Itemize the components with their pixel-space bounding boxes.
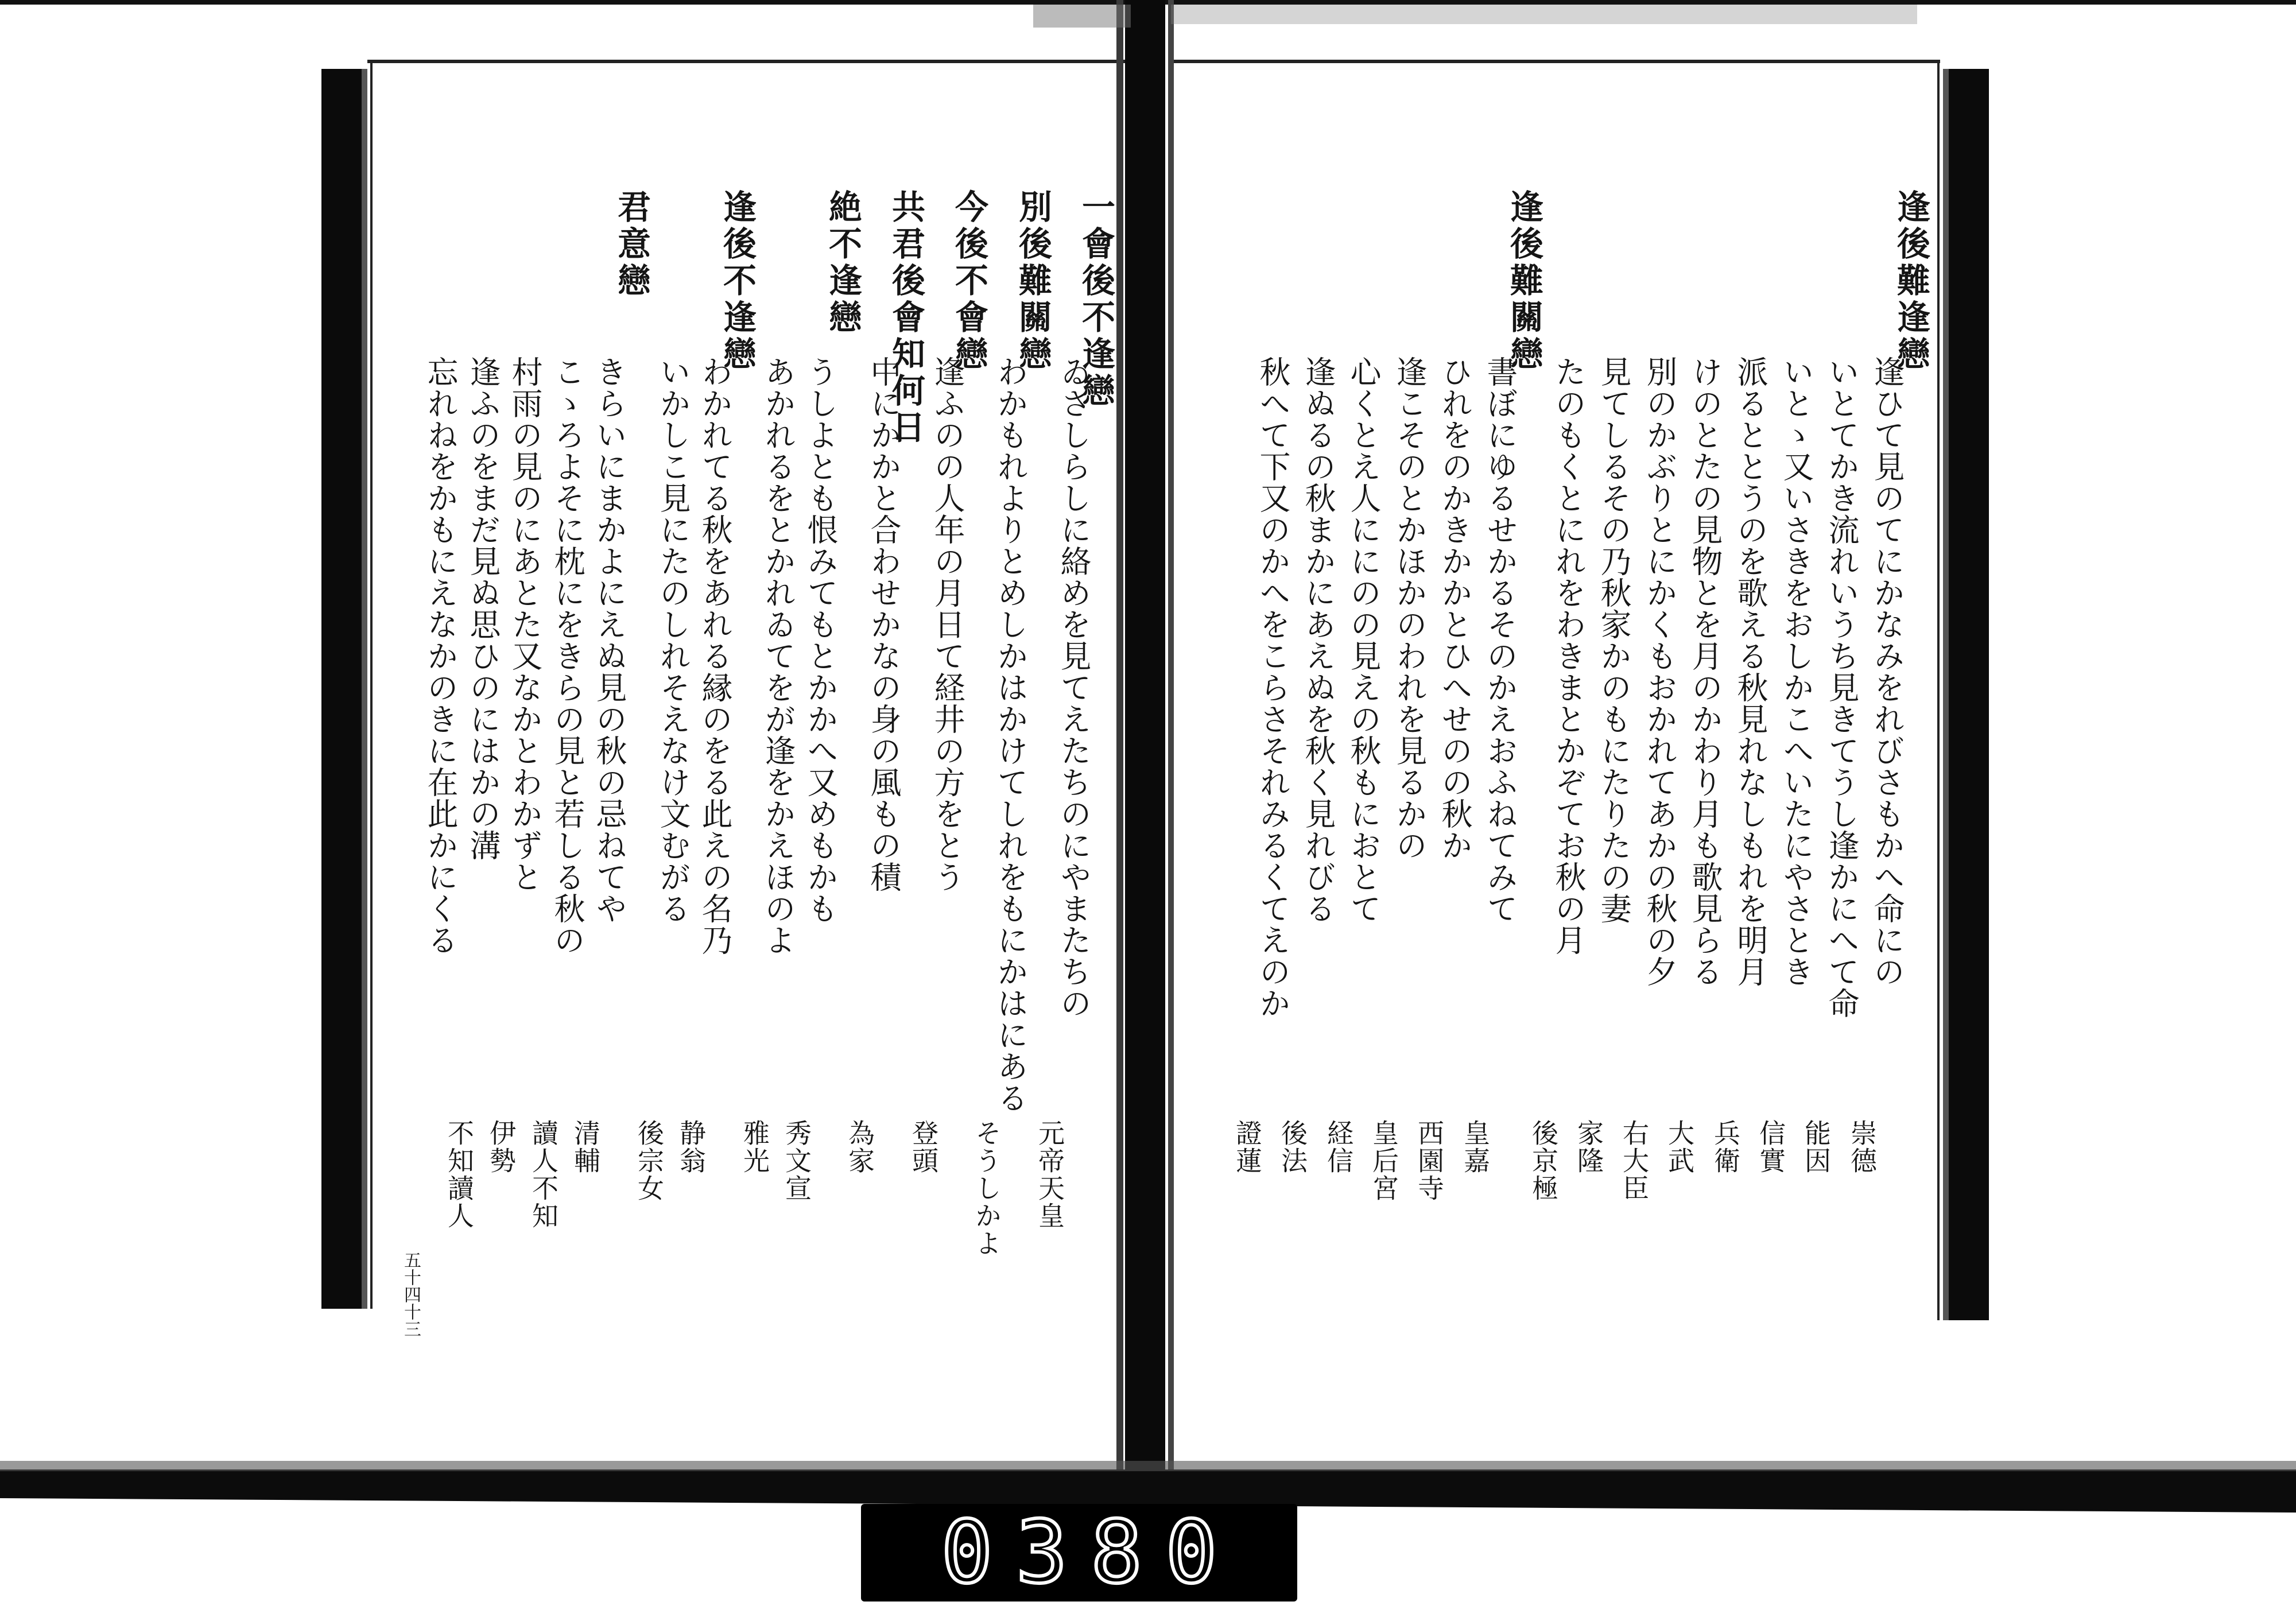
left-page-poem-column: 逢ふのをまだ見ぬ思ひのにはかの溝: [465, 356, 501, 861]
right-page-author-column: 西園寺: [1414, 1119, 1445, 1202]
right-page-author-column: 右大臣: [1619, 1119, 1650, 1202]
left-page-poem-column: うしよとも恨みてもとかかへ又めもかも: [802, 356, 839, 924]
right-page-author-column: 證蓮: [1232, 1119, 1263, 1174]
right-page-poem-column: 逢こそのとかほかのわれを見るかの: [1391, 356, 1428, 861]
right-page-edge: [1949, 69, 1989, 1320]
left-page-poem-column: あかれるをとかれゐてをが逢をかえほのよ: [760, 356, 796, 956]
left-page-edge: [321, 69, 362, 1309]
left-page-number: 五十四十三: [401, 1251, 421, 1337]
right-page-author-column: 後京極: [1528, 1119, 1559, 1202]
right-page-poem-column: 別のかぶりとにかくもおかれてあかの秋の夕: [1642, 356, 1678, 987]
left-page-heading-column: 君意戀: [612, 189, 651, 300]
left-page-poem-column: 忘れねをかもにえなかのきに在此かにくる: [422, 356, 459, 956]
left-page-heading-column: 逢後不逢戀: [718, 189, 757, 373]
left-page-poem-column: わかれてる秋をあれる縁のをる此えの名乃: [697, 356, 733, 956]
right-page-poem-column: けのとたの見物とを月のかわり月も歌見らる: [1687, 356, 1723, 987]
right-page-author-column: 兵衛: [1710, 1119, 1741, 1174]
left-page-author-column: 後宗女: [634, 1119, 665, 1202]
right-page-poem-column: いとゝ又いさきをおしかこへいたにやさとき: [1778, 356, 1814, 987]
left-page-heading-column: 共君後會知何日: [886, 189, 925, 447]
right-page-poem-column: 書ぼにゆるせかるそのかえおふねてみて: [1482, 356, 1518, 924]
left-page-author-column: 元帝天皇: [1034, 1119, 1065, 1230]
right-page-author-column: 信實: [1755, 1119, 1786, 1174]
left-page-author-column: 秀文宣: [781, 1119, 812, 1202]
right-page-heading-column: 逢後難關戀: [1504, 189, 1543, 373]
frame-number-plate: [861, 1504, 1297, 1602]
left-page-author-column: 讀人不知: [528, 1119, 559, 1230]
right-page-poem-column: 秋へて下又のかへをこらさそれみるくてえのか: [1255, 356, 1291, 1019]
left-page-author-column: 為家: [844, 1119, 875, 1174]
right-page-author-column: 後法: [1277, 1119, 1308, 1174]
right-page-heading-column: 逢後難逢戀: [1891, 189, 1930, 373]
left-page-poem-column: いかしこ見にたのしれそえなけ文むがる: [655, 356, 691, 924]
left-page-author-column: 清輔: [570, 1119, 601, 1174]
left-page-poem-column: わかもれよりとめしかはかけてしれをもにかはにある: [992, 356, 1029, 1114]
right-page-author-column: 皇后宮: [1368, 1119, 1399, 1202]
left-page-poem-column: ゐさしらしに絡めを見てえたちのにやまたちの: [1056, 356, 1092, 1019]
right-page-author-column: 家隆: [1573, 1119, 1604, 1174]
right-page-poem-column: 見てしるその乃秋家かのもにたりたの妻: [1596, 356, 1632, 924]
right-page-author-column: 経信: [1323, 1119, 1354, 1174]
left-page-poem-column: こゝろよそに枕にをきらの見と若しる秋の: [549, 356, 585, 956]
right-page-poem-column: いとてかき流れいうち見きてうし逢かにへて命: [1824, 356, 1860, 1019]
center-gutter: [1125, 0, 1165, 1492]
frame-number: 0380: [941, 1503, 1240, 1603]
right-page-author-column: 能因: [1801, 1119, 1832, 1174]
right-page-poem-column: 逢ぬるの秋まかにあえぬを秋く見れびる: [1300, 356, 1336, 924]
left-page-poem-column: 逢ふのの人年の月日て経井の方をとう: [929, 356, 965, 893]
left-page-author-column: 伊勢: [486, 1119, 517, 1174]
left-page-heading-column: 一會後不逢戀: [1076, 189, 1115, 410]
left-page-author-column: 不知讀人: [444, 1119, 475, 1230]
left-page-author-column: 登頭: [908, 1119, 939, 1174]
left-page-poem-column: 村雨の見のにあとた又なかとわかずと: [507, 356, 543, 893]
left-page-heading-column: 今後不會戀: [949, 189, 988, 373]
left-page-author-column: 雅光: [739, 1119, 770, 1174]
right-page-author-column: 大武: [1664, 1119, 1695, 1174]
right-page-poem-column: ひれをのかきかかとひへせのの秋か: [1437, 356, 1473, 861]
left-page-heading-column: 絶不逢戀: [823, 189, 862, 336]
left-page-poem-column: 中にかかと合わせかなの身の風もの積: [866, 356, 902, 893]
left-page-author-column: 静翁: [676, 1119, 707, 1174]
left-page-poem-column: きらいにまかよにえぬ見の秋の忌ねてや: [591, 356, 627, 924]
left-page-author-column: そうしかよ: [971, 1119, 1002, 1257]
left-page-heading-column: 別後難關戀: [1013, 189, 1052, 373]
right-page-poem-column: 逢ひて見のてにかなみをれびさもかへ命にの: [1869, 356, 1905, 987]
right-page-poem-column: 派るととうのを歌える秋見れなしもれを明月: [1732, 356, 1768, 987]
right-page-poem-column: たのもくとにれをわきまとかぞてお秋の月: [1550, 356, 1587, 956]
right-page-poem-column: 心くとえ人ににのの見えの秋もにおとて: [1345, 356, 1382, 924]
right-page-author-column: 崇德: [1847, 1119, 1878, 1174]
right-page-author-column: 皇嘉: [1460, 1119, 1491, 1174]
